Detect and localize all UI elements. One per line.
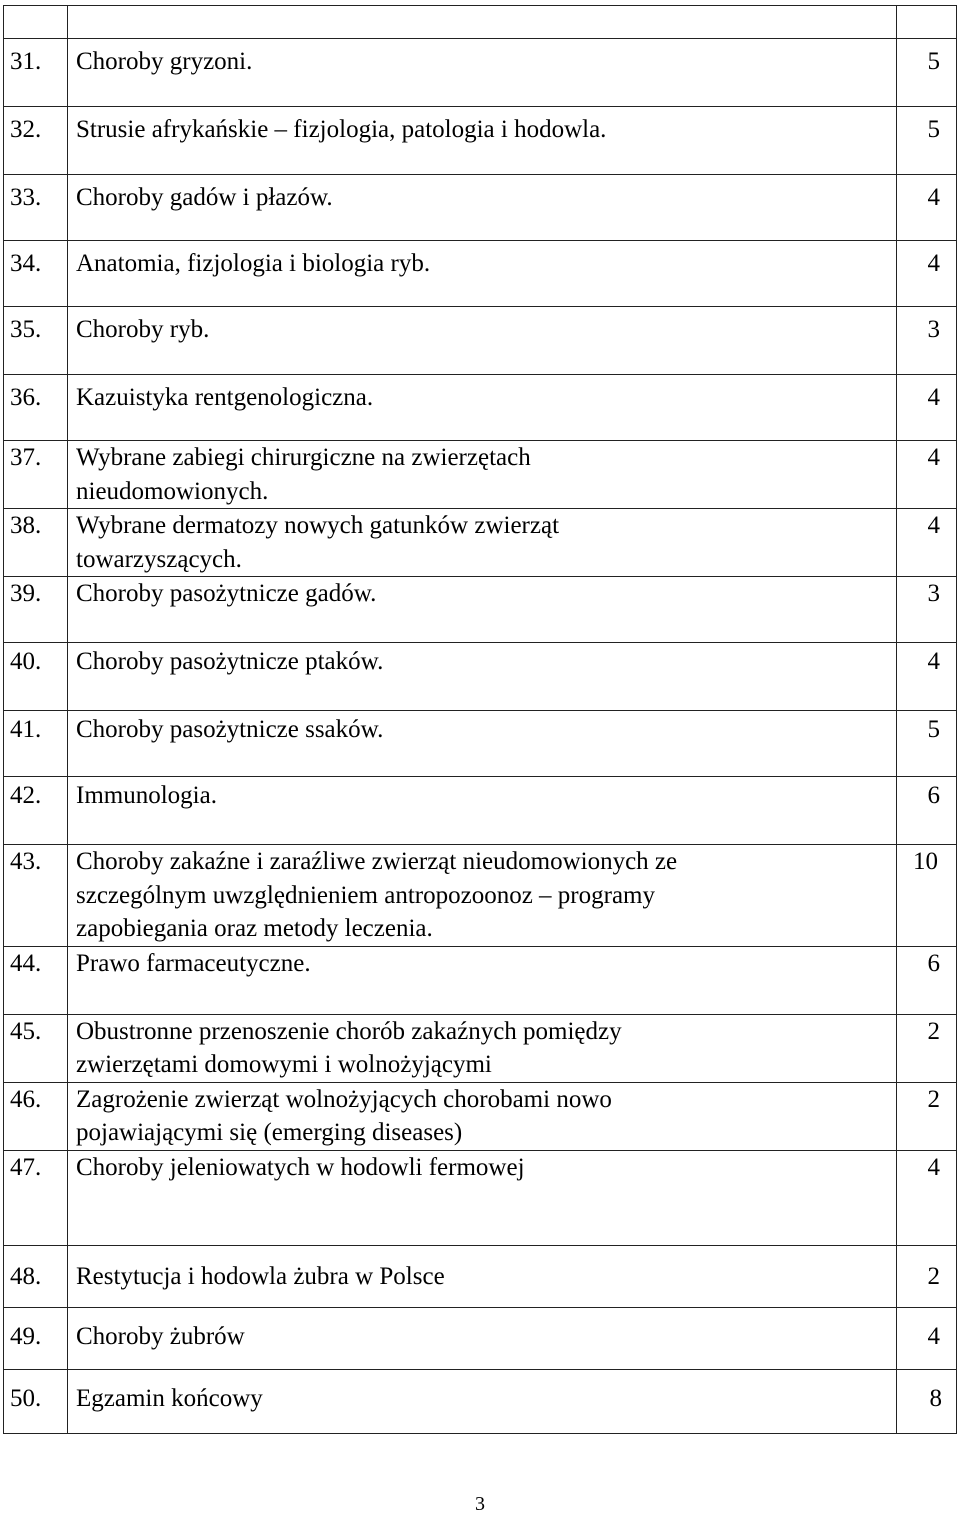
row-number: 49.	[4, 1307, 68, 1369]
subject-name: Strusie afrykańskie – fizjologia, patologia i hodowla.	[68, 107, 897, 175]
hours-cell	[897, 711, 957, 777]
hours-cell	[897, 577, 957, 643]
table-row	[4, 307, 957, 375]
hours-cell	[897, 777, 957, 845]
hours-cell	[897, 441, 957, 509]
hours-cell	[897, 175, 957, 241]
subject-name: Choroby pasożytnicze gadów.	[68, 577, 897, 643]
hours-value: 10	[913, 848, 938, 875]
subject-name: Choroby zakaźne i zaraźliwe zwierząt nieudomowionych ze szczególnym uwzględnieniem antropozoonoz – programy zapobiegania oraz metody leczenia.	[68, 845, 897, 947]
subject-name: Choroby ryb.	[68, 307, 897, 375]
hours-value: 6	[927, 949, 940, 977]
table-row	[4, 441, 957, 509]
subject-name: Choroby pasożytnicze ssaków.	[68, 711, 897, 777]
table-row	[4, 375, 957, 441]
row-number: 39.	[4, 577, 68, 643]
hours-cell	[897, 6, 957, 39]
row-number: 31.	[4, 39, 68, 107]
subject-name: Obustronne przenoszenie chorób zakaźnych pomiędzy zwierzętami domowymi i wolnożyjącymi	[68, 1014, 897, 1082]
subject-name: Prawo farmaceutyczne.	[68, 946, 897, 1014]
hours-value: 6	[927, 782, 940, 809]
table-row	[4, 643, 957, 711]
row-number: 38.	[4, 509, 68, 577]
row-number: 46.	[4, 1082, 68, 1150]
table-row	[4, 1307, 957, 1369]
hours-cell	[897, 1369, 957, 1433]
row-number: 35.	[4, 307, 68, 375]
hours-value: 3	[927, 580, 940, 607]
subject-name: Wybrane zabiegi chirurgiczne na zwierzętach nieudomowionych.	[68, 441, 897, 509]
subject-name: Zagrożenie zwierząt wolnożyjących chorobami nowo pojawiającymi się (emerging diseases)	[68, 1082, 897, 1150]
table-row	[4, 175, 957, 241]
table-row	[4, 577, 957, 643]
subject-name: Immunologia.	[68, 777, 897, 845]
subject-name: Choroby gadów i płazów.	[68, 175, 897, 241]
row-number: 42.	[4, 777, 68, 845]
row-number: 47.	[4, 1150, 68, 1245]
row-number: 34.	[4, 241, 68, 307]
hours-cell	[897, 1082, 957, 1150]
hours-cell	[897, 946, 957, 1014]
subject-name: Anatomia, fizjologia i biologia ryb.	[68, 241, 897, 307]
hours-cell	[897, 307, 957, 375]
table-row	[4, 946, 957, 1014]
table-row	[4, 6, 957, 39]
subject-name: Egzamin końcowy	[68, 1369, 897, 1433]
hours-cell	[897, 107, 957, 175]
subject-name: Choroby jeleniowatych w hodowli fermowej	[68, 1150, 897, 1245]
row-number: 48.	[4, 1245, 68, 1307]
row-number: 37.	[4, 441, 68, 509]
hours-value: 4	[927, 184, 940, 211]
hours-value: 4	[927, 1153, 940, 1181]
table-row	[4, 845, 957, 947]
hours-value: 4	[927, 648, 940, 675]
row-number: 36.	[4, 375, 68, 441]
table-row	[4, 777, 957, 845]
hours-value: 2	[927, 1262, 940, 1290]
hours-cell	[897, 643, 957, 711]
row-number: 41.	[4, 711, 68, 777]
hours-value: 3	[927, 316, 940, 343]
subject-name: Choroby pasożytnicze ptaków.	[68, 643, 897, 711]
hours-cell	[897, 845, 957, 947]
subject-name: Wybrane dermatozy nowych gatunków zwierząt towarzyszących.	[68, 509, 897, 577]
table-row	[4, 509, 957, 577]
page-number: 3	[475, 1493, 485, 1515]
hours-value: 4	[927, 512, 940, 539]
subject-name: Restytucja i hodowla żubra w Polsce	[68, 1245, 897, 1307]
hours-value: 4	[927, 1322, 940, 1350]
subject-name: Choroby gryzoni.	[68, 39, 897, 107]
subject-name	[68, 6, 897, 39]
row-number: 32.	[4, 107, 68, 175]
table-row	[4, 39, 957, 107]
row-number: 43.	[4, 845, 68, 947]
table-row	[4, 1369, 957, 1433]
hours-value: 4	[927, 444, 940, 471]
curriculum-table	[3, 5, 957, 1434]
row-number: 50.	[4, 1369, 68, 1433]
hours-cell	[897, 509, 957, 577]
table-row	[4, 711, 957, 777]
row-number: 44.	[4, 946, 68, 1014]
hours-cell	[897, 1014, 957, 1082]
subject-name: Kazuistyka rentgenologiczna.	[68, 375, 897, 441]
table-row	[4, 1014, 957, 1082]
table-row	[4, 1082, 957, 1150]
row-number: 45.	[4, 1014, 68, 1082]
hours-value: 5	[927, 116, 940, 143]
table-row	[4, 1150, 957, 1245]
hours-value: 2	[927, 1017, 940, 1045]
hours-value: 4	[927, 384, 940, 411]
table-row	[4, 241, 957, 307]
row-number: 33.	[4, 175, 68, 241]
row-number: 40.	[4, 643, 68, 711]
row-number	[4, 6, 68, 39]
hours-value: 5	[927, 48, 940, 75]
subject-name: Choroby żubrów	[68, 1307, 897, 1369]
table-row	[4, 107, 957, 175]
table-row	[4, 1245, 957, 1307]
hours-value: 4	[927, 250, 940, 277]
hours-value: 8	[929, 1384, 942, 1412]
hours-cell	[897, 39, 957, 107]
hours-cell	[897, 375, 957, 441]
hours-cell	[897, 241, 957, 307]
hours-value: 2	[927, 1085, 940, 1113]
hours-cell	[897, 1245, 957, 1307]
hours-value: 5	[927, 716, 940, 743]
hours-cell	[897, 1307, 957, 1369]
hours-cell	[897, 1150, 957, 1245]
